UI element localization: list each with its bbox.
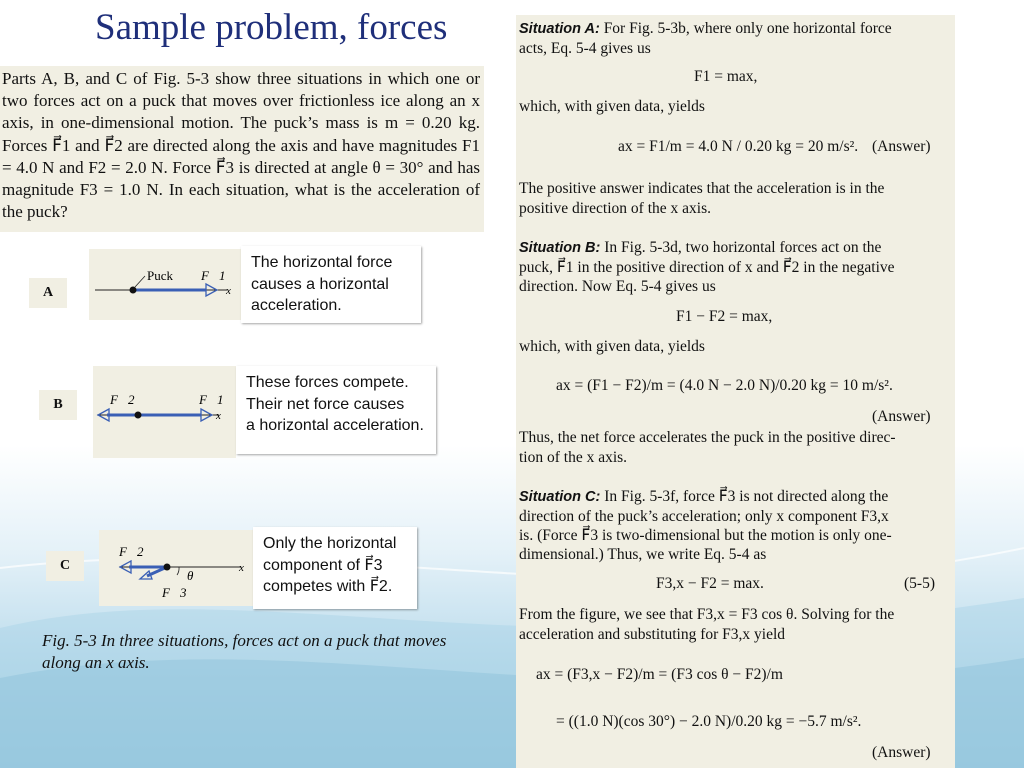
figure-b-label: B	[39, 390, 77, 420]
x-axis-label: x	[216, 410, 221, 422]
equation-b2: ax = (F1 − F2)/m = (4.0 N − 2.0 N)/0.20 kg = 10 m/s².	[556, 377, 893, 394]
figure-c-note: Only the horizontal component of F⃗3 competes with F⃗2.	[253, 527, 417, 609]
figure-a-diagram	[89, 249, 241, 320]
figure-b-diagram	[93, 366, 236, 458]
equation-c2: ax = (F3,x − F2)/m = (F3 cos θ − F2)/m	[536, 666, 783, 683]
force-f2-label: F⃗2	[110, 392, 135, 407]
page-title: Sample problem, forces	[95, 7, 448, 48]
figure-a-label: A	[29, 278, 67, 308]
force-f1-label: F⃗1	[201, 268, 226, 283]
equation-b1: F1 − F2 = max,	[676, 308, 773, 325]
angle-theta-label: θ	[187, 568, 194, 583]
situation-b-heading: Situation B:	[519, 240, 601, 256]
equation-a1: F1 = max,	[694, 68, 758, 85]
force-f1-label: F⃗1	[199, 392, 224, 407]
figure-caption: Fig. 5-3 In three situations, forces act on a puck that moves along an x axis.	[42, 631, 447, 672]
x-axis-label: x	[239, 562, 244, 574]
equation-c1: F3,x − F2 = max.	[656, 575, 764, 592]
answer-b: (Answer)	[872, 408, 931, 425]
problem-statement: Parts A, B, and C of Fig. 5-3 show three situations in which one or two forces act on a puck that moves over frictionless ice along an x axis, in one-dimensional motion. The puck’s mass is m = 0.20 kg. Forces F⃗1 and F⃗2 are directed along the axis and have magnitudes F1 = 4.0 N and F2 = 2.0 N. Force F⃗3 is directed at angle θ = 30° and has magnitude F3 = 1.0 N. In each situation, what is the acceleration of the puck?	[0, 66, 484, 232]
equation-number: (5-5)	[904, 575, 935, 592]
answer-a: (Answer)	[872, 138, 931, 155]
force-f2-label: F⃗2	[119, 544, 144, 559]
equation-c3: = ((1.0 N)(cos 30°) − 2.0 N)/0.20 kg = −5.7 m/s².	[556, 713, 862, 730]
figure-a-note: The horizontal force causes a horizontal acceleration.	[241, 246, 421, 323]
situation-c-heading: Situation C:	[519, 489, 601, 505]
solution-panel: Situation A: For Fig. 5-3b, where only one horizontal force acts, Eq. 5-4 gives us F1 = max, which, with given data, yields ax = F1/m = 4.0 N / 0.20 kg = 20 m/s². (Answer) The positive answer indicates that the acceleration is in the positive direction of the x axis. Situation B: In Fig. 5-3d, two horizontal forces act on the puck, F⃗1 in the positive direction of x and F⃗2 in the negative direction. Now Eq. 5-4 gives us F1 − F2 = max, which, with given data, yields ax = (F1 − F2)/m = (4.0 N − 2.0 N)/0.20 kg = 10 m/s². (Answer) Thus, the net force accelerates the puck in the positive direc- tion of the x axis. Situation C: In Fig. 5-3f, force F⃗3 is not directed along the direction of the puck’s acceleration; only x component F3,x is. (Force F⃗3 is two-dimensional but the motion is only one- dimensional.) Thus, we write Eq. 5-4 as F3,x − F2 = max. (5-5) From the figure, we see that F3,x = F3 cos θ. Solving for the acceleration and substituting for F3,x yield ax = (F3,x − F2)/m = (F3 cos θ − F2)/m = ((1.0 N)(cos 30°) − 2.0 N)/0.20 kg = −5.7 m/s². (Answer)	[516, 15, 955, 768]
force-f3-label: F⃗3	[162, 585, 187, 600]
figure-c-diagram	[99, 530, 253, 606]
equation-a2: ax = F1/m = 4.0 N / 0.20 kg = 20 m/s².	[618, 138, 859, 155]
situation-a-heading: Situation A:	[519, 21, 600, 37]
figure-b-note: These forces compete. Their net force causes a horizontal acceleration.	[236, 366, 436, 454]
answer-c: (Answer)	[872, 744, 931, 761]
puck-label: Puck	[147, 268, 173, 283]
x-axis-label: x	[226, 285, 231, 297]
figure-c-label: C	[46, 551, 84, 581]
